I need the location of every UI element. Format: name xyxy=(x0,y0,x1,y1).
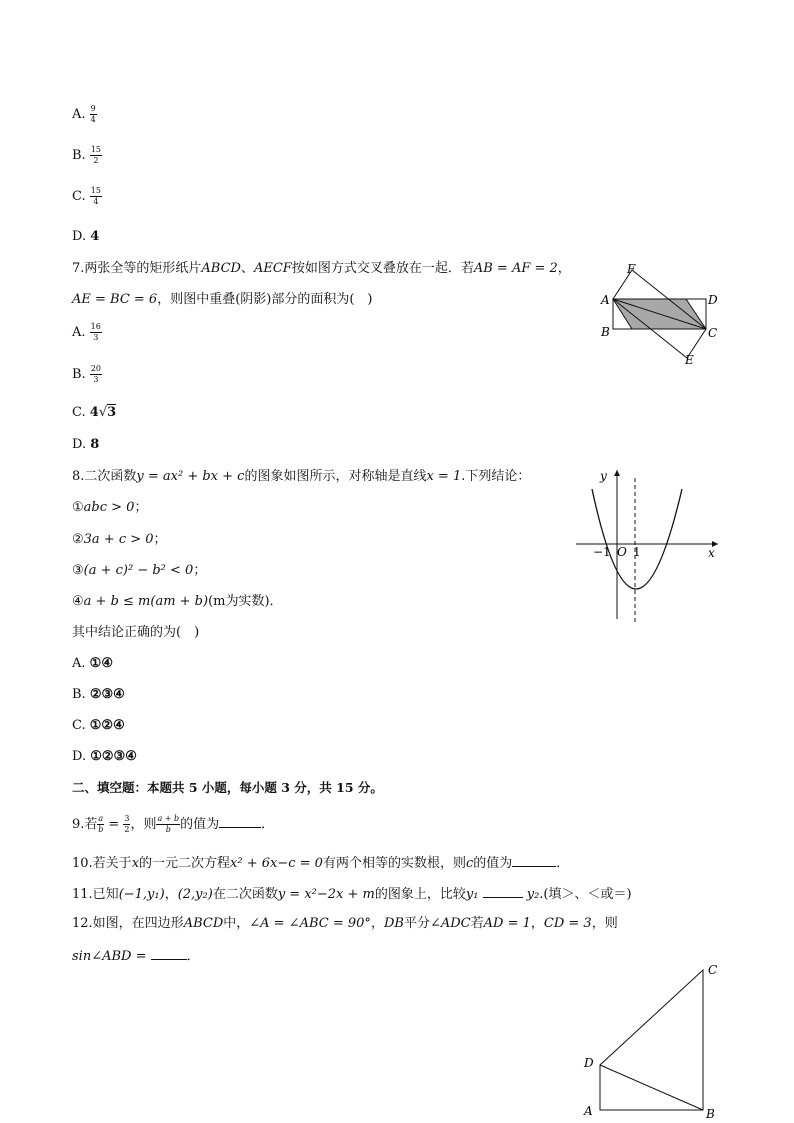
q12-diagonal-db xyxy=(600,1065,703,1110)
q12-label-d: D xyxy=(584,1056,594,1070)
q12-figure xyxy=(580,960,730,1120)
q6-option-a-label: A. xyxy=(72,107,86,122)
q12-stem-line1: 12.如图，在四边形ABCD中，∠A = ∠ABC = 90°，DB平分∠ADC若AD = 1，CD = 3，则 xyxy=(72,916,618,931)
q7-option-b: B. $\frac{20}{3}$ xyxy=(72,364,102,384)
q8-option-b: B. ②③④ xyxy=(72,687,125,702)
q8-label-x: x xyxy=(708,546,715,560)
q8-conclusion-3: ③(a + c)² − b² < 0； xyxy=(72,563,207,578)
q8-conclusion-4: ④a + b ≤ m(am + b)(m为实数)． xyxy=(72,594,283,609)
q7-label-b: B xyxy=(601,325,610,339)
q11-stem: 11.已知(−1,y₁)，(2,y₂)在二次函数y = x²−2x + m的图象上，比较y₁ y₂.(填＞、＜或＝) xyxy=(72,887,632,902)
q7-stem-line2: AE = BC = 6，则图中重叠(阴影)部分的面积为( ) xyxy=(72,292,373,307)
q12-answer-blank[interactable] xyxy=(151,948,187,960)
q9-ask-fraction: $\frac{a + b}{b}$ xyxy=(157,814,180,834)
q7-label-f: F xyxy=(627,262,636,276)
q9-stem: 9.若 $\frac{a}{b}$ = $\frac{3}{2}$ ，则 $\frac{a + b}{b}$ 的值为 ． xyxy=(72,814,275,834)
q6-option-d: D. 4 xyxy=(72,229,100,244)
section2-title: 二、填空题：本题共 5 小题，每小题 3 分，共 15 分。 xyxy=(72,780,383,795)
q8-conclusion-1: ①abc > 0； xyxy=(72,500,148,515)
q8-option-d: D. ①②③④ xyxy=(72,749,137,764)
q10-answer-blank[interactable] xyxy=(512,855,556,867)
q7-option-a: A. $\frac{16}{3}$ xyxy=(72,322,101,342)
sqrt-symbol: √ xyxy=(98,405,108,420)
q8-stem-line1: 8.二次函数y = ax² + bx + c的图象如图所示，对称轴是直线x = 1.下列结论： xyxy=(72,469,531,484)
q8-label-one: 1 xyxy=(633,545,641,559)
q8-label-y: y xyxy=(600,469,607,483)
q6-option-c-label: C. xyxy=(72,189,86,204)
q6-option-c-fraction: $\frac{15}{4}$ xyxy=(90,186,101,206)
q7-option-a-fraction: $\frac{16}{3}$ xyxy=(90,322,101,342)
q6-option-a-fraction: $\frac{9}{4}$ xyxy=(90,104,96,124)
q10-stem: 10.若关于x的一元二次方程x² + 6x−c = 0有两个相等的实数根，则c的值为 ． xyxy=(72,856,570,871)
q7-label-d: D xyxy=(708,293,718,307)
q8-label-neg1: −1 xyxy=(593,545,611,559)
q7-label-a: A xyxy=(601,293,610,307)
q12-label-b: B xyxy=(706,1107,715,1121)
q6-option-b-fraction: $\frac{15}{2}$ xyxy=(90,145,102,165)
q12-label-c: C xyxy=(708,963,718,977)
q12-stem-line2: sin∠ABD = ． xyxy=(72,949,200,964)
q6-option-b xyxy=(72,146,102,165)
q8-option-c: C. ①②④ xyxy=(72,718,125,733)
q8-figure xyxy=(572,464,722,624)
q7-stem-line1: 7.两张全等的矩形纸片ABCD、AECF按如图方式交叉叠放在一起．若AB = AF = 2， xyxy=(72,261,571,276)
q7-option-c: C. 4√3 xyxy=(72,405,117,420)
q11-answer-blank[interactable] xyxy=(483,886,523,898)
q6-option-a xyxy=(72,105,97,124)
q8-conclusion-2: ②3a + c > 0； xyxy=(72,532,167,547)
q7-option-b-fraction: $\frac{20}{3}$ xyxy=(90,364,102,384)
q6-option-c xyxy=(72,187,102,206)
q8-parabola xyxy=(592,489,682,589)
q7-option-d: D. 8 xyxy=(72,437,100,452)
q8-label-origin: O xyxy=(617,545,627,559)
q7-figure xyxy=(596,258,736,368)
q8-question: 其中结论正确的为( ) xyxy=(72,625,200,640)
q8-option-a: A. ①④ xyxy=(72,656,113,671)
q9-value-fraction: $\frac{3}{2}$ xyxy=(124,814,130,834)
q9-cond-fraction: $\frac{a}{b}$ xyxy=(98,814,104,834)
q6-option-b-label: B. xyxy=(72,148,86,163)
q7-label-c: C xyxy=(708,326,718,340)
q9-answer-blank[interactable] xyxy=(219,816,261,828)
q12-quadrilateral xyxy=(600,970,703,1110)
q7-label-e: E xyxy=(685,353,694,367)
q12-label-a: A xyxy=(584,1104,593,1118)
